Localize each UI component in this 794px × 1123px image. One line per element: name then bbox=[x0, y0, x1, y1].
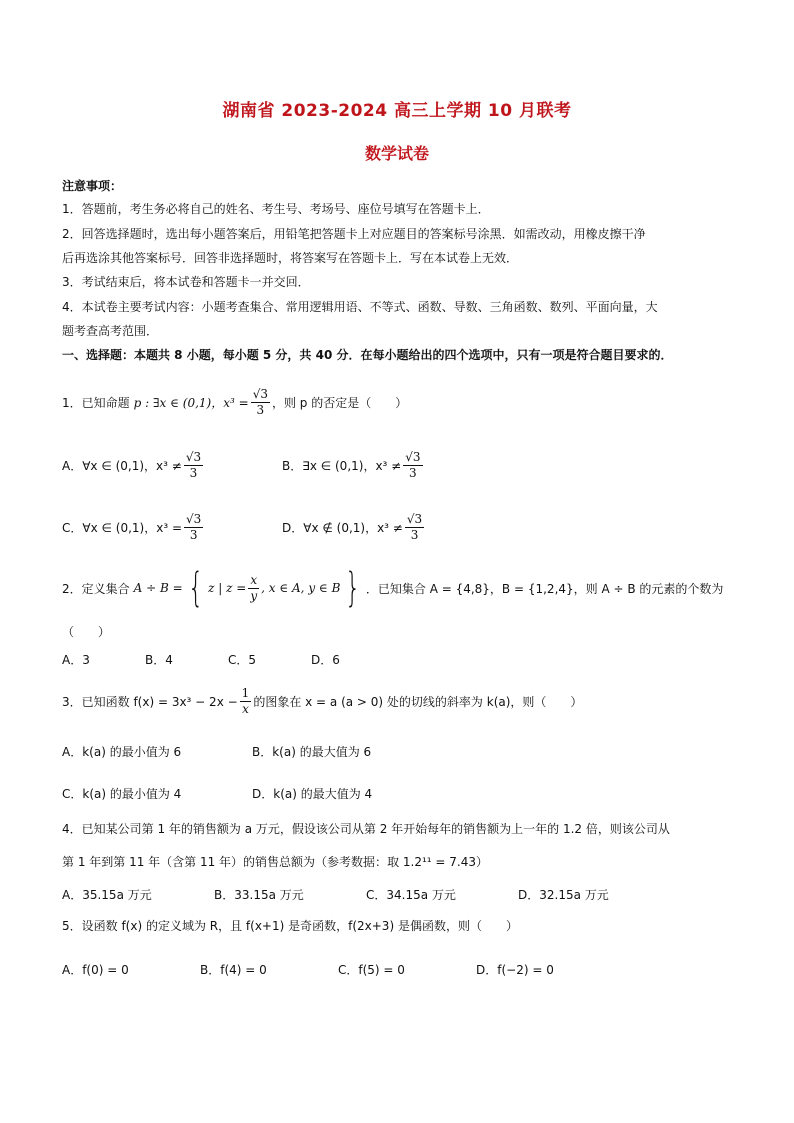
q3-options-row1 bbox=[62, 743, 371, 759]
q2-def-inner-left: z | z = bbox=[208, 581, 247, 595]
q1-option-d-fraction bbox=[405, 512, 424, 543]
q1-option-b[interactable] bbox=[282, 447, 425, 483]
q5-option-d[interactable]: D．f(−2) = 0 bbox=[476, 962, 554, 977]
note-1: 1．答题前，考生务必将自己的姓名、考生号、考场号、座位号填写在答题卡上． bbox=[62, 202, 490, 216]
q2-right-brace: } bbox=[345, 565, 361, 611]
q3-options-row2 bbox=[62, 785, 372, 801]
q1-option-a-fraction bbox=[184, 450, 203, 481]
q2-option-c[interactable]: C．5 bbox=[228, 652, 257, 667]
q2-option-b[interactable]: B．4 bbox=[145, 652, 173, 667]
q1-proposition: p : ∃x ∈ (0,1)，x³ = bbox=[133, 395, 249, 410]
q2-middle: ．已知集合 A = {4,8}，B = {1,2,4}，则 A ÷ B 的元素的个数为 bbox=[365, 581, 724, 596]
q2-option-d[interactable]: D．6 bbox=[311, 652, 340, 667]
q1-option-c-den: 3 bbox=[189, 527, 198, 542]
question-5: 5．设函数 f(x) 的定义域为 R，且 f(x+1) 是奇函数，f(2x+3) 是偶函数，则（ ） bbox=[62, 919, 518, 933]
q1-option-a-den: 3 bbox=[189, 465, 198, 480]
q1-option-d-den: 3 bbox=[410, 527, 419, 542]
q1-option-a-label: A．∀x ∈ (0,1)，x³ ≠ bbox=[62, 458, 182, 473]
q2-def-left: A ÷ B = bbox=[133, 581, 183, 595]
q2-paren: （ ） bbox=[62, 625, 111, 639]
notes-heading: 注意事项： bbox=[62, 179, 123, 193]
q1-numerator: √3 bbox=[252, 386, 268, 401]
note-3: 3．考试结束后，将本试卷和答题卡一并交回． bbox=[62, 275, 310, 289]
note-2: 2．回答选择题时，选出每小题答案后，用铅笔把答题卡上对应题目的答案标号涂黑．如需改动，用橡皮擦干净 bbox=[62, 227, 646, 241]
q4-option-a[interactable]: A．35.15a 万元 bbox=[62, 887, 152, 902]
q2-fraction bbox=[248, 573, 259, 604]
q1-option-a-num: √3 bbox=[185, 449, 202, 464]
exam-subtitle: 数学试卷 bbox=[364, 144, 429, 163]
q1-fraction bbox=[251, 387, 270, 418]
q3-option-d[interactable]: D．k(a) 的最大值为 4 bbox=[252, 786, 373, 801]
q2-option-a[interactable]: A．3 bbox=[62, 652, 90, 667]
q5-option-b[interactable]: B．f(4) = 0 bbox=[200, 962, 267, 977]
note-4-cont: 题考查高考范围． bbox=[62, 324, 159, 338]
q1-prefix: 1．已知命题 bbox=[62, 395, 130, 410]
q1-option-b-num: √3 bbox=[405, 449, 421, 464]
question-1 bbox=[62, 384, 407, 420]
question-4-line2: 第 1 年到第 11 年（含第 11 年）的销售总额为（参考数据：取 1.2¹¹ = 7.43） bbox=[62, 855, 488, 869]
q2-denominator: y bbox=[250, 588, 258, 603]
q4-options bbox=[62, 886, 609, 902]
q1-option-c[interactable] bbox=[62, 509, 205, 545]
q3-numerator: 1 bbox=[241, 685, 250, 700]
question-4-line1: 4．已知某公司第 1 年的销售额为 a 万元，假设该公司从第 2 年开始每年的销售额为上一年的 1.2 倍，则该公司从 bbox=[62, 822, 670, 836]
q4-option-b[interactable]: B．33.15a 万元 bbox=[214, 887, 304, 902]
q3-denominator: x bbox=[242, 701, 249, 716]
q1-option-c-label: C．∀x ∈ (0,1)，x³ = bbox=[62, 520, 183, 535]
q4-option-c[interactable]: C．34.15a 万元 bbox=[366, 887, 456, 902]
q2-numerator: x bbox=[250, 572, 258, 587]
q5-options bbox=[62, 961, 554, 977]
q2-options bbox=[62, 651, 394, 667]
q1-option-d[interactable] bbox=[282, 509, 426, 545]
q3-fraction bbox=[240, 686, 252, 717]
note-4: 4．本试卷主要考试内容：小题考查集合、常用逻辑用语、不等式、函数、导数、三角函数、数列、平面向量，大 bbox=[62, 300, 658, 314]
q3-option-a[interactable]: A．k(a) 的最小值为 6 bbox=[62, 744, 182, 759]
q1-option-a[interactable] bbox=[62, 447, 205, 483]
q3-option-c[interactable]: C．k(a) 的最小值为 4 bbox=[62, 786, 182, 801]
q1-option-c-fraction bbox=[184, 512, 203, 543]
q1-option-b-fraction bbox=[403, 450, 422, 481]
question-3 bbox=[62, 683, 582, 719]
question-2 bbox=[62, 566, 723, 610]
note-2-cont: 后再选涂其他答案标号．回答非选择题时，将答案写在答题卡上．写在本试卷上无效． bbox=[62, 251, 519, 265]
q5-option-c[interactable]: C．f(5) = 0 bbox=[338, 962, 405, 977]
q1-denominator: 3 bbox=[256, 402, 265, 417]
q1-option-c-num: √3 bbox=[186, 511, 202, 526]
q4-option-d[interactable]: D．32.15a 万元 bbox=[518, 887, 609, 902]
q2-left-brace: { bbox=[187, 565, 204, 611]
section-1-heading: 一、选择题：本题共 8 小题，每小题 5 分，共 40 分．在每小题给出的四个选项中，只有一项是符合题目要求的． bbox=[62, 348, 673, 362]
q1-option-b-den: 3 bbox=[409, 465, 417, 480]
q3-suffix: 的图象在 x = a (a > 0) 处的切线的斜率为 k(a)，则（ ） bbox=[253, 694, 583, 709]
q1-option-d-num: √3 bbox=[406, 511, 423, 526]
q1-option-b-label: B．∃x ∈ (0,1)，x³ ≠ bbox=[282, 458, 402, 473]
exam-title: 湖南省 2023-2024 高三上学期 10 月联考 bbox=[222, 101, 572, 121]
q1-option-d-label: D．∀x ∉ (0,1)，x³ ≠ bbox=[282, 520, 403, 535]
q2-prefix: 2．定义集合 bbox=[62, 581, 130, 596]
q5-option-a[interactable]: A．f(0) = 0 bbox=[62, 962, 129, 977]
q2-def-inner-right: , x ∈ A, y ∈ B bbox=[261, 581, 341, 595]
q3-option-b[interactable]: B．k(a) 的最大值为 6 bbox=[252, 744, 372, 759]
q3-prefix: 3．已知函数 f(x) = 3x³ − 2x − bbox=[62, 694, 238, 709]
q1-suffix: ，则 p 的否定是（ ） bbox=[271, 395, 408, 410]
